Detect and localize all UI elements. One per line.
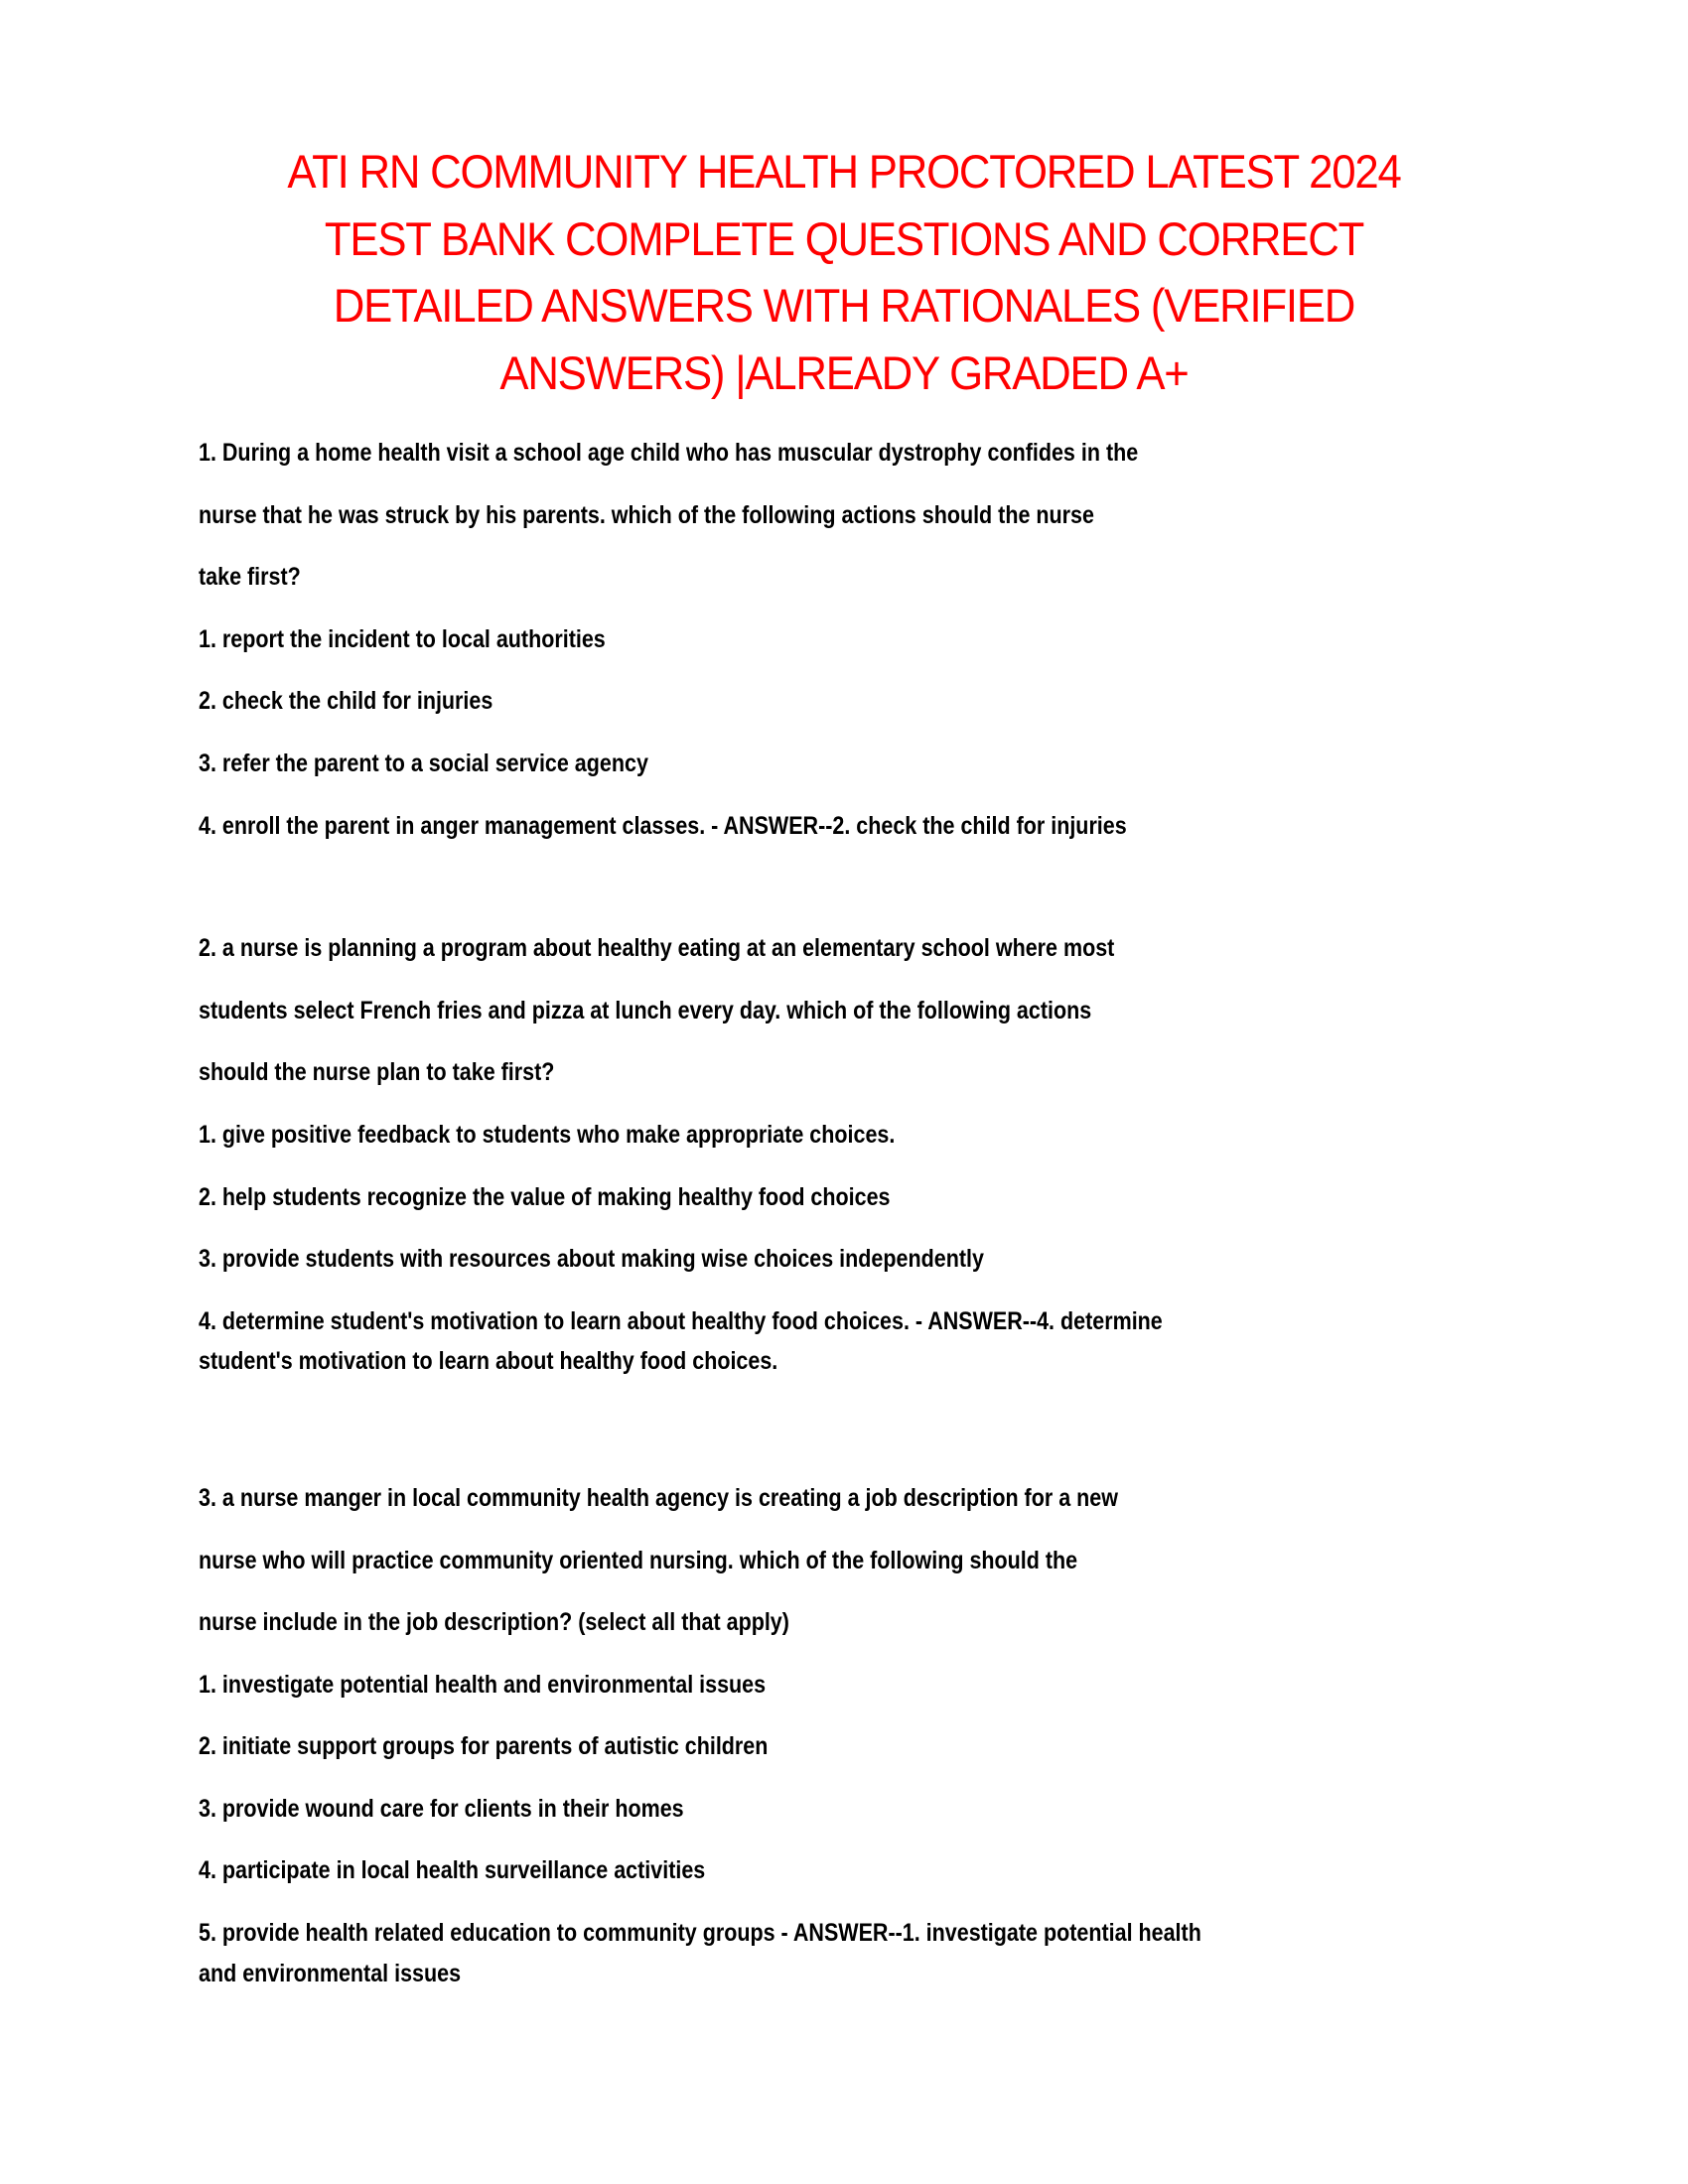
answer-option: 1. investigate potential health and environmental issues: [199, 1670, 767, 1699]
question-stem-line: 1. During a home health visit a school age child who has muscular dystrophy confides in the: [199, 439, 1139, 467]
question-3: [199, 1478, 1318, 1993]
question-stem-line: 2. a nurse is planning a program about healthy eating at an elementary school where most: [199, 934, 1115, 963]
question-stem-line: take first?: [199, 563, 301, 592]
answer-option: 2. check the child for injuries: [199, 687, 493, 716]
title-line: ATI RN COMMUNITY HEALTH PROCTORED LATEST 2024: [287, 145, 1401, 199]
answer-option: 2. help students recognize the value of making healthy food choices: [199, 1182, 891, 1211]
question-stem-line: students select French fries and pizza at lunch every day. which of the following actions: [199, 996, 1092, 1024]
spacer: [199, 868, 1318, 928]
question-stem-line: nurse that he was struck by his parents. which of the following actions should the nurse: [199, 500, 1094, 529]
title-line: ANSWERS) |ALREADY GRADED A+: [499, 345, 1189, 399]
answer-option: 3. provide wound care for clients in their homes: [199, 1794, 684, 1823]
answer-option-with-correct-answer: [199, 1301, 1318, 1382]
question-stem-line: should the nurse plan to take first?: [199, 1058, 555, 1087]
answer-option: 3. refer the parent to a social service agency: [199, 749, 648, 777]
document-body: [199, 433, 1318, 1993]
answer-line: student's motivation to learn about healthy food choices.: [199, 1347, 778, 1376]
question-1: [199, 433, 1318, 868]
answer-option-with-correct-answer: [199, 1913, 1318, 1993]
question-2: [199, 928, 1318, 1382]
answer-option: 1. give positive feedback to students who make appropriate choices.: [199, 1120, 896, 1149]
title-line: DETAILED ANSWERS WITH RATIONALES (VERIFIED: [333, 279, 1355, 333]
spacer: [199, 1382, 1318, 1478]
answer-line: 5. provide health related education to community groups - ANSWER--1. investigate potential health: [199, 1919, 1201, 1948]
answer-option: 2. initiate support groups for parents of autistic children: [199, 1732, 769, 1761]
answer-line: 4. determine student's motivation to learn about healthy food choices. - ANSWER--4. determine: [199, 1306, 1163, 1335]
document-title: [225, 138, 1463, 406]
question-stem-line: nurse include in the job description? (select all that apply): [199, 1608, 789, 1637]
question-stem-line: 3. a nurse manger in local community health agency is creating a job description for a new: [199, 1483, 1118, 1512]
question-stem-line: nurse who will practice community oriented nursing. which of the following should the: [199, 1546, 1078, 1574]
answer-line: and environmental issues: [199, 1959, 462, 1987]
title-line: TEST BANK COMPLETE QUESTIONS AND CORRECT: [324, 211, 1364, 265]
answer-option: 4. participate in local health surveillance activities: [199, 1856, 706, 1885]
answer-option: 3. provide students with resources about making wise choices independently: [199, 1245, 984, 1274]
answer-option-with-correct-answer: 4. enroll the parent in anger management classes. - ANSWER--2. check the child for injuries: [199, 811, 1127, 840]
answer-option: 1. report the incident to local authorities: [199, 624, 606, 653]
